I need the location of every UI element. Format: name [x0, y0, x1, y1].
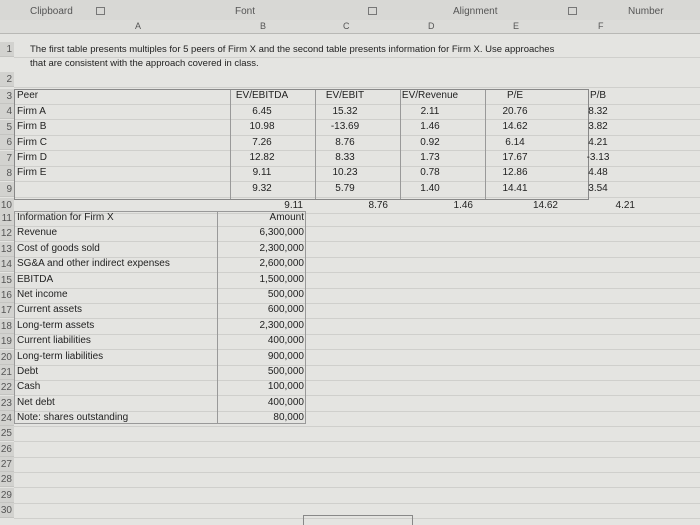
firm-item-label[interactable]: Net income: [17, 289, 68, 300]
ribbon-alignment-label: Alignment: [453, 6, 498, 17]
peer-multiple-value[interactable]: 2.11: [420, 106, 440, 117]
firm-item-label[interactable]: Long-term liabilities: [17, 351, 104, 362]
selected-cell[interactable]: [303, 515, 413, 525]
firm-item-amount[interactable]: 2,300,000: [259, 243, 304, 254]
clipboard-launcher-icon[interactable]: [96, 7, 105, 15]
row-header-20[interactable]: 20: [0, 352, 12, 363]
firm-item-label[interactable]: Long-term assets: [17, 320, 95, 331]
peer-multiple-value[interactable]: 8.32: [588, 106, 608, 117]
firm-item-label[interactable]: Debt: [17, 366, 39, 377]
firm-item-amount[interactable]: 900,000: [267, 351, 304, 362]
row-header-21[interactable]: 21: [0, 367, 12, 378]
firm-item-amount[interactable]: 500,000: [267, 366, 304, 377]
firm-item-amount[interactable]: 2,600,000: [259, 258, 304, 269]
row-header-17[interactable]: 17: [0, 305, 12, 316]
peer-multiple-value[interactable]: 14.62: [502, 121, 528, 132]
row-header-24[interactable]: 24: [0, 413, 12, 424]
row10-value[interactable]: 9.11: [284, 200, 303, 211]
row-header-6[interactable]: 6: [0, 135, 14, 150]
row-header-19[interactable]: 19: [0, 336, 12, 347]
row-header-25[interactable]: 25: [0, 428, 12, 439]
peer-multiple-value[interactable]: 0.92: [420, 137, 440, 148]
column-headers: [0, 20, 700, 34]
peer-table-header[interactable]: EV/EBIT: [325, 90, 365, 101]
peer-name[interactable]: Firm D: [17, 152, 47, 163]
row-header-13[interactable]: 13: [0, 244, 12, 255]
peer-multiple-value[interactable]: 6.45: [252, 106, 272, 117]
row-header-10[interactable]: 10: [0, 200, 12, 211]
gridline: [14, 457, 700, 458]
peer-multiple-value[interactable]: 1.40: [420, 183, 440, 194]
firm-item-label[interactable]: Cash: [17, 381, 41, 392]
firm-item-amount[interactable]: 500,000: [267, 289, 304, 300]
row-header-2[interactable]: 2: [0, 72, 14, 87]
ribbon-group-labels: [0, 0, 700, 21]
gridline: [14, 487, 700, 488]
row10-value[interactable]: 14.62: [532, 200, 558, 211]
column-header-d[interactable]: D: [428, 21, 435, 31]
firm-item-label[interactable]: Current liabilities: [17, 335, 91, 346]
ribbon-font-label: Font: [235, 6, 256, 17]
ribbon-number-label: Number: [628, 6, 664, 17]
firm-item-amount[interactable]: 400,000: [267, 335, 304, 346]
peer-multiple-value[interactable]: 5.79: [335, 183, 355, 194]
peer-name[interactable]: Firm C: [17, 137, 47, 148]
peer-multiple-value[interactable]: 1.46: [420, 121, 440, 132]
gridline: [14, 87, 700, 88]
row-header-29[interactable]: 29: [0, 490, 12, 501]
gridline: [14, 426, 700, 427]
column-header-e[interactable]: E: [513, 21, 520, 31]
amount-header[interactable]: Amount: [269, 212, 304, 223]
column-header-b[interactable]: B: [260, 21, 267, 31]
row-header-4[interactable]: 4: [0, 104, 14, 119]
row-header-11[interactable]: 11: [1, 213, 12, 224]
row-header-30[interactable]: 30: [0, 505, 12, 516]
row-header-22[interactable]: 22: [0, 382, 12, 393]
peer-table-header[interactable]: EV/Revenue: [401, 90, 459, 101]
peer-multiple-value[interactable]: 20.76: [502, 106, 528, 117]
gridline: [14, 441, 700, 442]
row-header-7[interactable]: 7: [0, 151, 14, 166]
firm-item-amount[interactable]: 400,000: [267, 397, 304, 408]
row-header-27[interactable]: 27: [0, 459, 12, 470]
firm-item-amount[interactable]: 80,000: [273, 412, 304, 423]
peer-multiple-value[interactable]: 3.82: [588, 121, 608, 132]
column-header-a[interactable]: A: [135, 21, 142, 31]
row10-value[interactable]: 8.76: [368, 200, 388, 211]
peer-multiple-value[interactable]: -3.13: [586, 152, 610, 163]
peer-multiple-value[interactable]: 9.11: [252, 167, 272, 178]
peer-multiple-value[interactable]: 14.41: [502, 183, 528, 194]
peer-name[interactable]: Firm A: [17, 106, 46, 117]
peer-multiple-value[interactable]: 0.78: [420, 167, 440, 178]
firm-item-label[interactable]: SG&A and other indirect expenses: [17, 258, 170, 269]
peer-multiple-value[interactable]: 8.33: [335, 152, 355, 163]
firm-item-label[interactable]: Current assets: [17, 304, 83, 315]
firm-item-amount[interactable]: 1,500,000: [259, 274, 304, 285]
row-header-3[interactable]: 3: [0, 89, 14, 104]
firm-item-label[interactable]: EBITDA: [17, 274, 54, 285]
row-header-14[interactable]: 14: [0, 259, 12, 270]
row-header-28[interactable]: 28: [0, 474, 12, 485]
peer-table-header[interactable]: EV/EBITDA: [235, 90, 289, 101]
peer-multiple-value[interactable]: 12.82: [249, 152, 275, 163]
firm-item-label[interactable]: Net debt: [17, 397, 55, 408]
peer-multiple-value[interactable]: 3.54: [588, 183, 608, 194]
peer-multiple-value[interactable]: 12.86: [502, 167, 528, 178]
firm-item-label[interactable]: Cost of goods sold: [17, 243, 100, 254]
row-header-15[interactable]: 15: [0, 275, 12, 286]
firm-item-amount[interactable]: 2,300,000: [259, 320, 304, 331]
peer-multiple-value[interactable]: 1.73: [420, 152, 440, 163]
intro-text-line-2[interactable]: that are consistent with the approach covered in class.: [30, 58, 259, 69]
column-header-f[interactable]: F: [598, 21, 604, 31]
ribbon-clipboard-label: Clipboard: [30, 6, 73, 17]
peer-multiple-value[interactable]: 6.14: [505, 137, 525, 148]
peer-multiple-value[interactable]: 15.32: [332, 106, 358, 117]
peer-multiple-value[interactable]: -13.69: [330, 121, 360, 132]
row-header-16[interactable]: 16: [0, 290, 12, 301]
font-launcher-icon[interactable]: [368, 7, 377, 15]
row-header-12[interactable]: 12: [0, 228, 12, 239]
intro-text-line-1[interactable]: The first table presents multiples for 5 peers of Firm X and the second table presents information for Firm X. Use approaches: [30, 44, 555, 55]
row-header-23[interactable]: 23: [0, 398, 12, 409]
peer-multiple-value[interactable]: 8.76: [335, 137, 355, 148]
row-header-18[interactable]: 18: [0, 321, 12, 332]
firm-item-amount[interactable]: 6,300,000: [259, 227, 304, 238]
peer-multiple-value[interactable]: 7.26: [252, 137, 272, 148]
peer-multiple-value[interactable]: 4.21: [588, 137, 608, 148]
gridline: [14, 472, 700, 473]
row10-value[interactable]: 1.46: [453, 200, 473, 211]
row-header-5[interactable]: 5: [0, 120, 14, 135]
column-header-c[interactable]: C: [343, 21, 350, 31]
peer-table-header[interactable]: P/B: [589, 90, 607, 101]
row-header-26[interactable]: 26: [0, 444, 12, 455]
peer-multiple-value[interactable]: 4.48: [588, 167, 608, 178]
peer-multiple-value[interactable]: 17.67: [502, 152, 528, 163]
peer-header[interactable]: Peer: [17, 90, 39, 101]
peer-multiple-value[interactable]: 10.98: [249, 121, 275, 132]
row-header-9[interactable]: 9: [0, 182, 14, 197]
gridline: [14, 503, 700, 504]
peer-name[interactable]: Firm B: [17, 121, 47, 132]
firm-item-amount[interactable]: 600,000: [267, 304, 304, 315]
alignment-launcher-icon[interactable]: [568, 7, 577, 15]
firm-table-title[interactable]: Information for Firm X: [17, 212, 114, 223]
firm-item-amount[interactable]: 100,000: [267, 381, 304, 392]
peer-name[interactable]: Firm E: [17, 167, 47, 178]
row10-value[interactable]: 4.21: [615, 200, 635, 211]
peer-table-header[interactable]: P/E: [506, 90, 524, 101]
peer-multiple-value[interactable]: 10.23: [332, 167, 358, 178]
row-header-1[interactable]: 1: [0, 42, 14, 57]
firm-item-label[interactable]: Note: shares outstanding: [17, 412, 129, 423]
firm-item-label[interactable]: Revenue: [17, 227, 58, 238]
row-header-8[interactable]: 8: [0, 166, 14, 181]
peer-multiple-value[interactable]: 9.32: [252, 183, 272, 194]
